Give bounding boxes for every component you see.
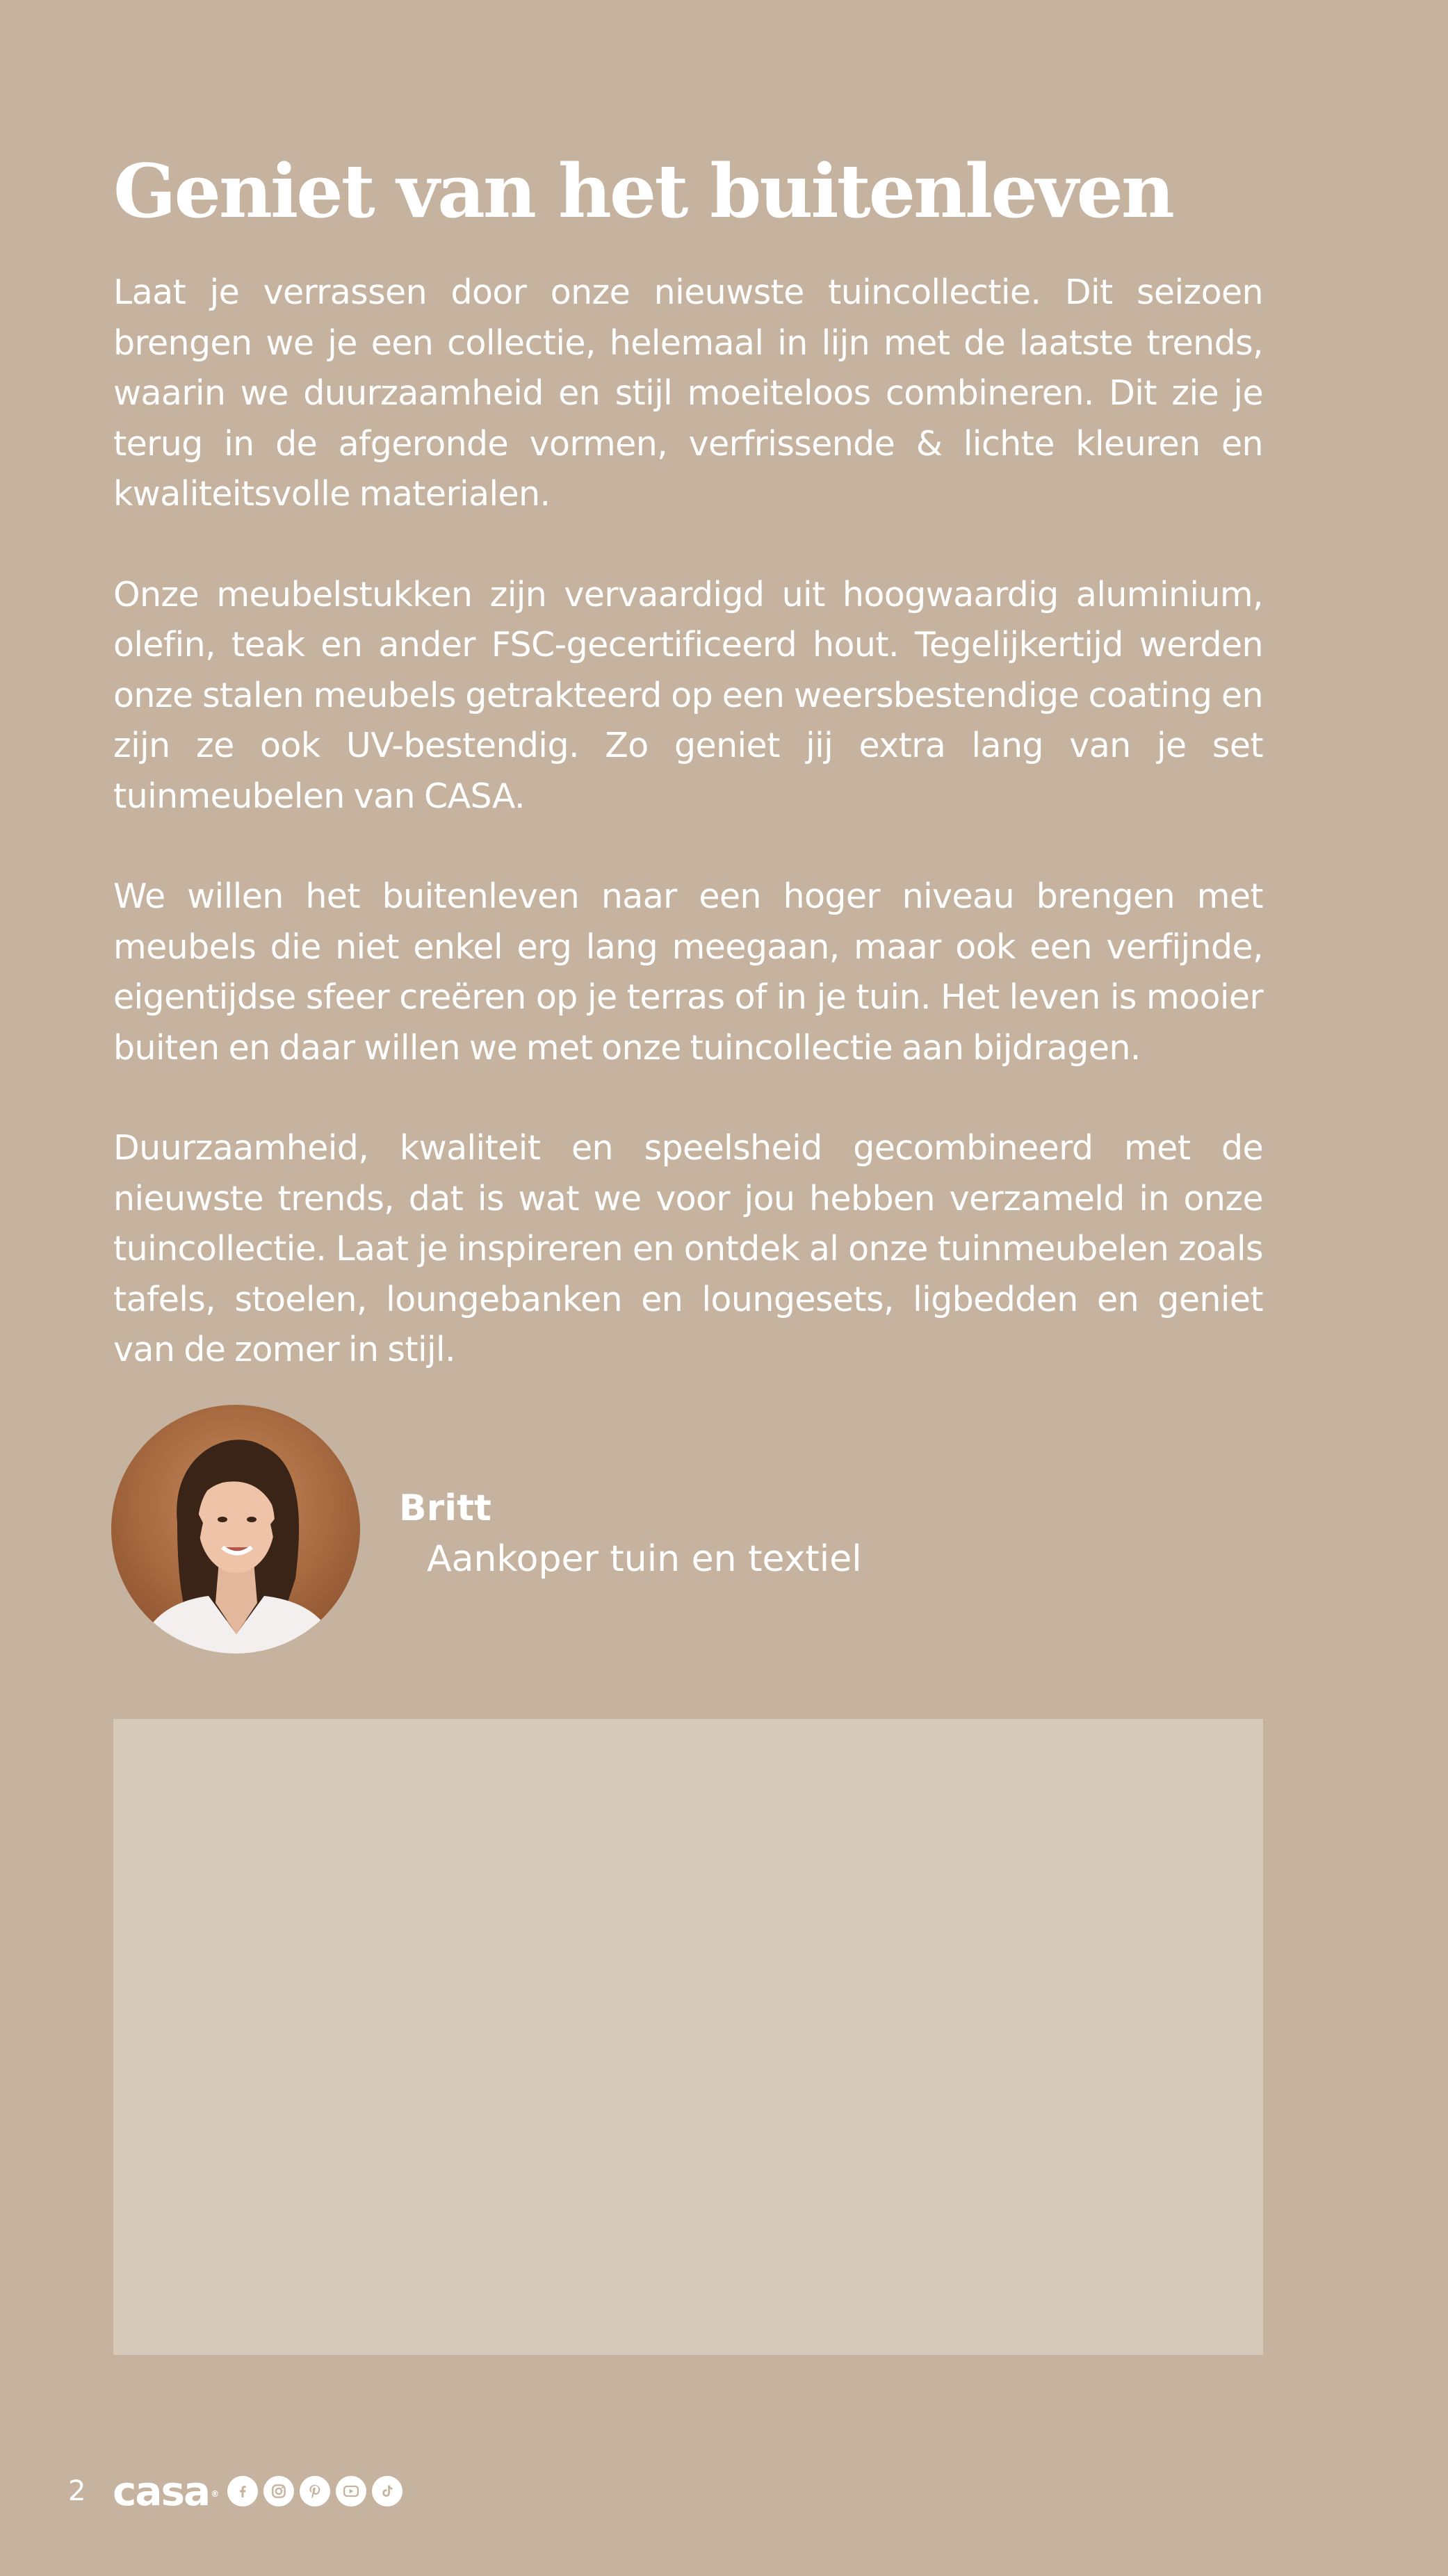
pinterest-icon[interactable]	[300, 2476, 330, 2506]
image-placeholder	[113, 1719, 1263, 2355]
social-links	[227, 2476, 402, 2506]
article-paragraph: We willen het buitenleven naar een hoger niveau brengen met meubels die niet enkel erg lang meegaan, maar ook een verfijnde, eigentijdse sfeer creëren op je terras of in je tuin. Het leven is mooier buiten en daar willen we met onze tuincollectie aan bijdragen.	[113, 877, 1263, 1068]
brand-logo: casa ®	[113, 2468, 220, 2515]
page-title: Geniet van het buitenleven	[113, 147, 1173, 234]
article-paragraph: Onze meubelstukken zijn vervaardigd uit hoogwaardig aluminium, olefin, teak en ander FSC-gecertificeerd hout. Tegelijkertijd werden onze stalen meubels getrakteerd op een weersbestendige coating en zijn ze ook UV-bestendig. Zo geniet jij extra lang van je set tuinmeubelen van CASA.	[113, 574, 1263, 816]
page-footer	[68, 2470, 402, 2513]
article-paragraph: Laat je verrassen door onze nieuwste tuincollectie. Dit seizoen brengen we je een collectie, helemaal in lijn met de laatste trends, waarin we duurzaamheid en stijl moeiteloos combineren. Dit zie je terug in de afgeronde vormen, verfrissende & lichte kleuren en kwaliteitsvolle materialen.	[113, 272, 1263, 514]
instagram-icon[interactable]	[263, 2476, 294, 2506]
author-name: Britt	[399, 1487, 491, 1529]
author-role: Aankoper tuin en textiel	[427, 1538, 862, 1580]
youtube-icon[interactable]	[336, 2476, 366, 2506]
page-number: 2	[68, 2475, 86, 2507]
brand-logo-text: casa	[113, 2468, 210, 2515]
facebook-icon[interactable]	[227, 2476, 258, 2506]
article-body	[113, 268, 1263, 1376]
tiktok-icon[interactable]	[372, 2476, 402, 2506]
article-paragraph: Duurzaamheid, kwaliteit en speelsheid gecombineerd met de nieuwste trends, dat is wat we voor jou hebben verzameld in onze tuincollectie. Laat je inspireren en ontdek al onze tuinmeubelen zoals tafels, stoelen, loungebanken en loungesets, ligbedden en geniet van de zomer in stijl.	[113, 1128, 1263, 1369]
author-photo	[111, 1405, 360, 1654]
